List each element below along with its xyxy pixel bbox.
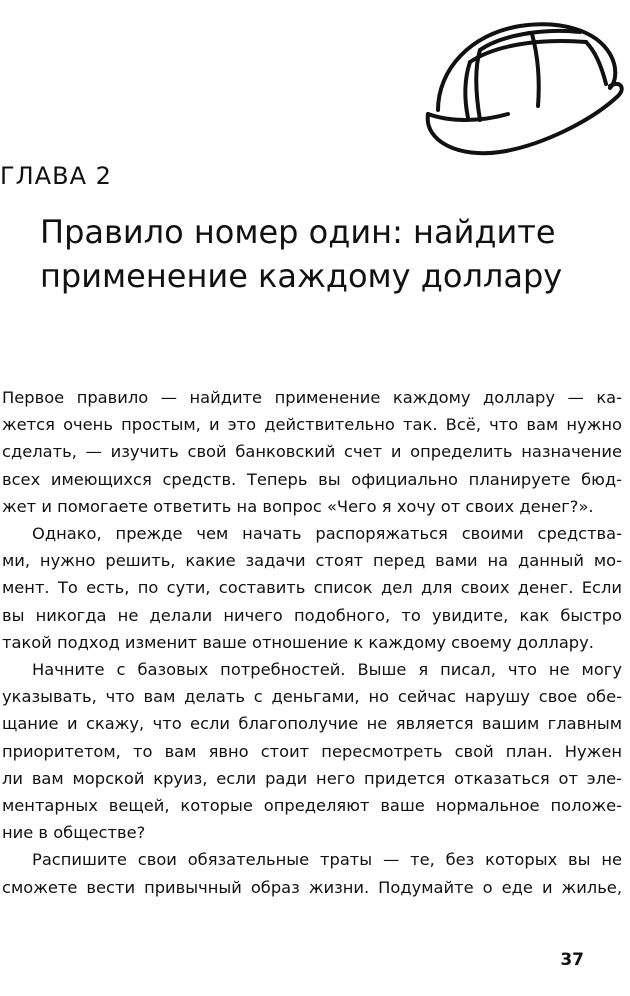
text-line: ментарных вещей, которые определяют ваше нормальное положе- <box>2 796 622 816</box>
hard-hat-icon <box>420 10 630 160</box>
text-line: Начните с базовых потребностей. Выше я писал, что не могу <box>32 660 622 680</box>
text-line: щание и скажу, что если благополучие не является вашим главным <box>2 714 622 734</box>
text-line: ми, нужно решить, какие задачи стоят перед вами на данный мо- <box>2 551 622 571</box>
text-line: Однако, прежде чем начать распоряжаться своими средства- <box>32 524 622 544</box>
text-line: сможете вести привычный образ жизни. Подумайте о еде и жилье, <box>2 877 622 897</box>
chapter-title-line: применение каждому доллару <box>40 257 563 295</box>
text-line: Распишите свои обязательные траты — те, без которых вы не <box>32 850 622 870</box>
text-line: Первое правило — найдите применение каждому доллару — ка- <box>2 388 622 407</box>
text-line: вы никогда не делали ничего подобного, то увидите, как быстро <box>2 605 622 625</box>
body-text <box>2 384 622 901</box>
text-line: ние в обществе? <box>2 823 146 843</box>
text-line: ли вам морской круиз, если ради него придется отказаться от эле- <box>2 768 622 788</box>
text-line: указывать, что вам делать с деньгами, но сейчас нарушу свое обе- <box>2 687 622 707</box>
text-line: приоритетом, то вам явно стоит пересмотреть свой план. Нужен <box>2 741 622 761</box>
text-line: такой подход изменит ваше отношение к каждому своему доллару. <box>2 632 594 652</box>
text-line: жется очень простым, и это действительно так. Всё, что вам нужно <box>2 415 622 435</box>
text-line: жет и помогаете ответить на вопрос «Чего я хочу от своих денег?». <box>2 496 594 516</box>
chapter-title-line: Правило номер один: найдите <box>40 213 556 251</box>
text-line: мент. То есть, по сути, составить список дел для своих денег. Если <box>2 578 622 598</box>
page-number: 37 <box>560 950 584 970</box>
text-line: всех имеющихся средств. Теперь вы официально планируете бюд- <box>2 469 622 489</box>
text-line: сделать, — изучить свой банковский счет и определить назначение <box>2 442 622 462</box>
chapter-label: ГЛАВА 2 <box>0 162 112 190</box>
chapter-title <box>40 210 625 298</box>
